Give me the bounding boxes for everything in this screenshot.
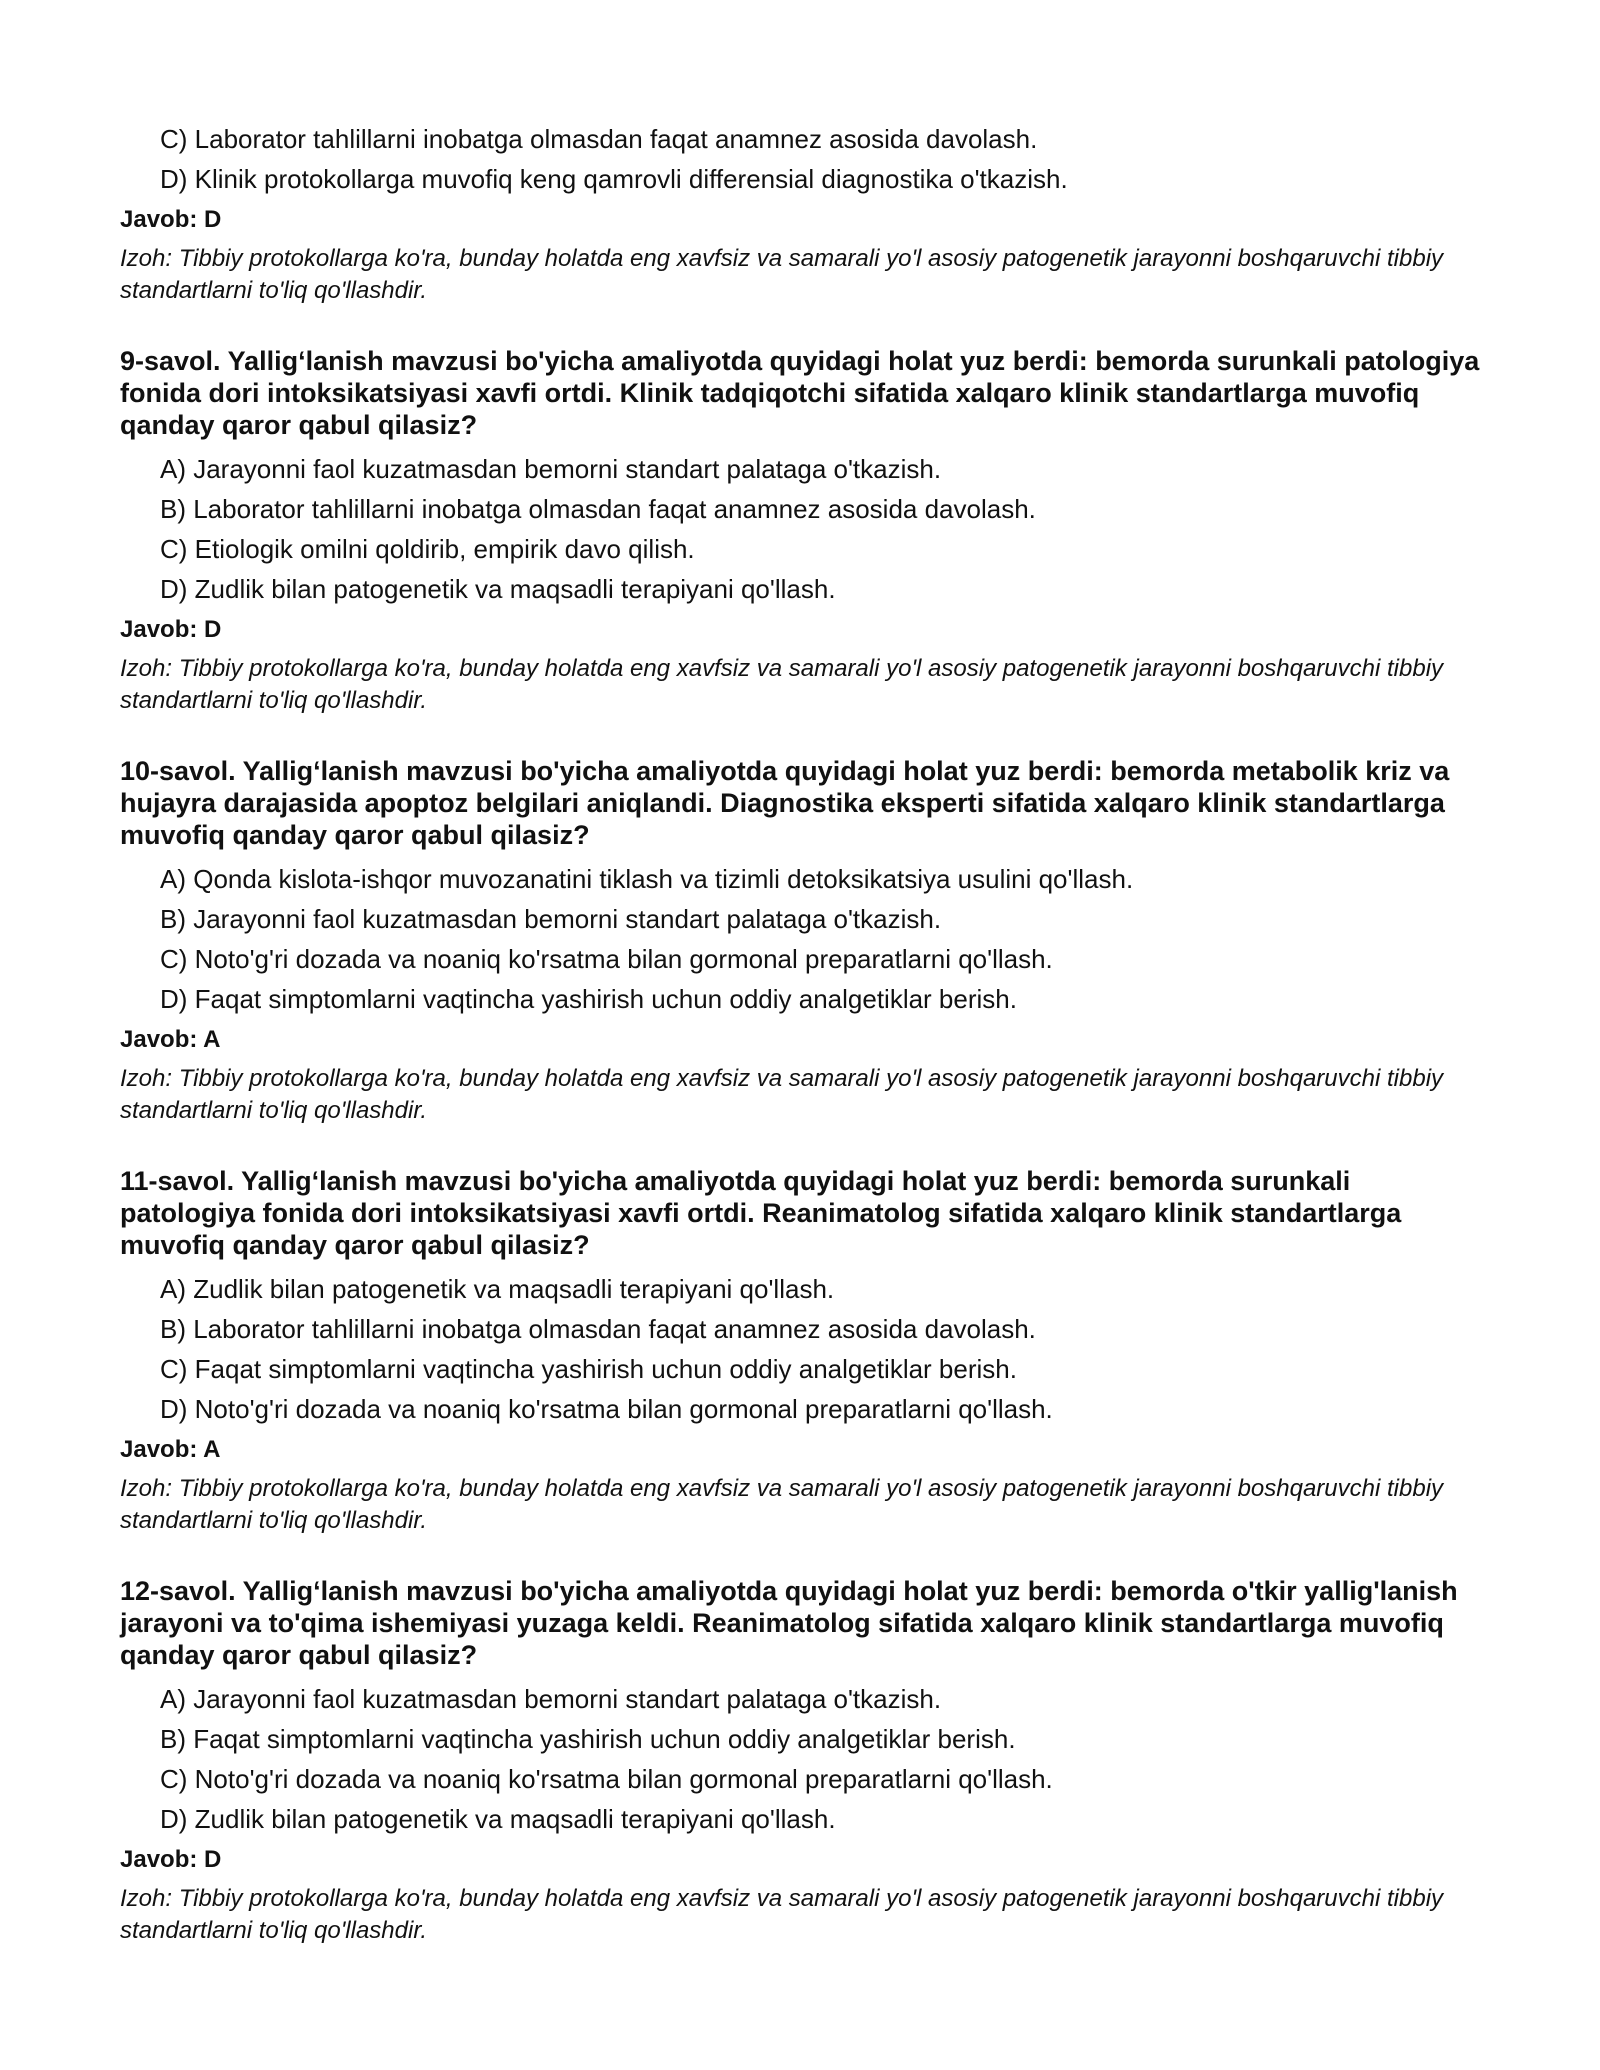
option-c: C) Faqat simptomlarni vaqtincha yashirish uchun oddiy analgetiklar berish.	[160, 1354, 1017, 1384]
question-11	[120, 1165, 1480, 1537]
option-list	[120, 1269, 1480, 1429]
answer-label: Javob: A	[120, 1436, 221, 1463]
answer-label: Javob: D	[120, 1846, 222, 1873]
option-a: A) Qonda kislota-ishqor muvozanatini tiklash va tizimli detoksikatsiya usulini qo'llash.	[160, 864, 1134, 894]
option-list	[120, 119, 1480, 199]
option-d: D) Noto'g'ri dozada va noaniq ko'rsatma bilan gormonal preparatlarni qo'llash.	[160, 1394, 1053, 1424]
option-list	[120, 449, 1480, 609]
option-a: A) Jarayonni faol kuzatmasdan bemorni standart palataga o'tkazish.	[160, 454, 942, 484]
question-title: 9-savol. Yallig‘lanish mavzusi bo'yicha amaliyotda quyidagi holat yuz berdi: bemorda surunkali patologiya fonida dori intoksikatsiyasi xavfi ortdi. Klinik tadqiqotchi sifatida xalqaro klinik standartlarga muvofiq qanday qaror qabul qilasiz?	[120, 346, 1480, 440]
option-c: C) Laborator tahlillarni inobatga olmasdan faqat anamnez asosida davolash.	[160, 124, 1038, 154]
option-b: B) Faqat simptomlarni vaqtincha yashirish uchun oddiy analgetiklar berish.	[160, 1724, 1016, 1754]
answer-label: Javob: D	[120, 206, 222, 233]
option-a: A) Jarayonni faol kuzatmasdan bemorni standart palataga o'tkazish.	[160, 1684, 942, 1714]
question-9	[120, 345, 1480, 717]
option-list	[120, 1679, 1480, 1839]
option-b: B) Laborator tahlillarni inobatga olmasdan faqat anamnez asosida davolash.	[160, 1314, 1036, 1344]
option-list	[120, 859, 1480, 1019]
option-c: C) Noto'g'ri dozada va noaniq ko'rsatma bilan gormonal preparatlarni qo'llash.	[160, 944, 1053, 974]
explanation-note: Izoh: Tibbiy protokollarga ko'ra, bunday holatda eng xavfsiz va samarali yo'l asosiy patogenetik jarayonni boshqaruvchi tibbiy standartlarni to'liq qo'llashdir.	[120, 1475, 1444, 1534]
question-title: 10-savol. Yallig‘lanish mavzusi bo'yicha amaliyotda quyidagi holat yuz berdi: bemorda metabolik kriz va hujayra darajasida apoptoz belgilari aniqlandi. Diagnostika eksperti sifatida xalqaro klinik standartlarga muvofiq qanday qaror qabul qilasiz?	[120, 756, 1450, 850]
option-b: B) Laborator tahlillarni inobatga olmasdan faqat anamnez asosida davolash.	[160, 494, 1036, 524]
explanation-note: Izoh: Tibbiy protokollarga ko'ra, bunday holatda eng xavfsiz va samarali yo'l asosiy patogenetik jarayonni boshqaruvchi tibbiy standartlarni to'liq qo'llashdir.	[120, 1885, 1444, 1944]
explanation-note: Izoh: Tibbiy protokollarga ko'ra, bunday holatda eng xavfsiz va samarali yo'l asosiy patogenetik jarayonni boshqaruvchi tibbiy standartlarni to'liq qo'llashdir.	[120, 1065, 1444, 1124]
option-d: D) Faqat simptomlarni vaqtincha yashirish uchun oddiy analgetiklar berish.	[160, 984, 1017, 1014]
answer-label: Javob: A	[120, 1026, 221, 1053]
option-d: D) Klinik protokollarga muvofiq keng qamrovli differensial diagnostika o'tkazish.	[160, 164, 1068, 194]
option-a: A) Zudlik bilan patogenetik va maqsadli terapiyani qo'llash.	[160, 1274, 835, 1304]
question-8-continuation	[120, 119, 1480, 307]
option-d: D) Zudlik bilan patogenetik va maqsadli terapiyani qo'llash.	[160, 1804, 836, 1834]
question-title: 12-savol. Yallig‘lanish mavzusi bo'yicha amaliyotda quyidagi holat yuz berdi: bemorda o'tkir yallig'lanish jarayoni va to'qima ishemiyasi yuzaga keldi. Reanimatolog sifatida xalqaro klinik standartlarga muvofiq qanday qaror qabul qilasiz?	[120, 1576, 1458, 1670]
option-d: D) Zudlik bilan patogenetik va maqsadli terapiyani qo'llash.	[160, 574, 836, 604]
question-10	[120, 755, 1480, 1127]
explanation-note: Izoh: Tibbiy protokollarga ko'ra, bunday holatda eng xavfsiz va samarali yo'l asosiy patogenetik jarayonni boshqaruvchi tibbiy standartlarni to'liq qo'llashdir.	[120, 245, 1444, 304]
question-title: 11-savol. Yallig‘lanish mavzusi bo'yicha amaliyotda quyidagi holat yuz berdi: bemorda surunkali patologiya fonida dori intoksikatsiyasi xavfi ortdi. Reanimatolog sifatida xalqaro klinik standartlarga muvofiq qanday qaror qabul qilasiz?	[120, 1166, 1402, 1260]
option-c: C) Etiologik omilni qoldirib, empirik davo qilish.	[160, 534, 695, 564]
option-c: C) Noto'g'ri dozada va noaniq ko'rsatma bilan gormonal preparatlarni qo'llash.	[160, 1764, 1053, 1794]
answer-label: Javob: D	[120, 616, 222, 643]
question-12	[120, 1575, 1480, 1947]
explanation-note: Izoh: Tibbiy protokollarga ko'ra, bunday holatda eng xavfsiz va samarali yo'l asosiy patogenetik jarayonni boshqaruvchi tibbiy standartlarni to'liq qo'llashdir.	[120, 655, 1444, 714]
option-b: B) Jarayonni faol kuzatmasdan bemorni standart palataga o'tkazish.	[160, 904, 942, 934]
